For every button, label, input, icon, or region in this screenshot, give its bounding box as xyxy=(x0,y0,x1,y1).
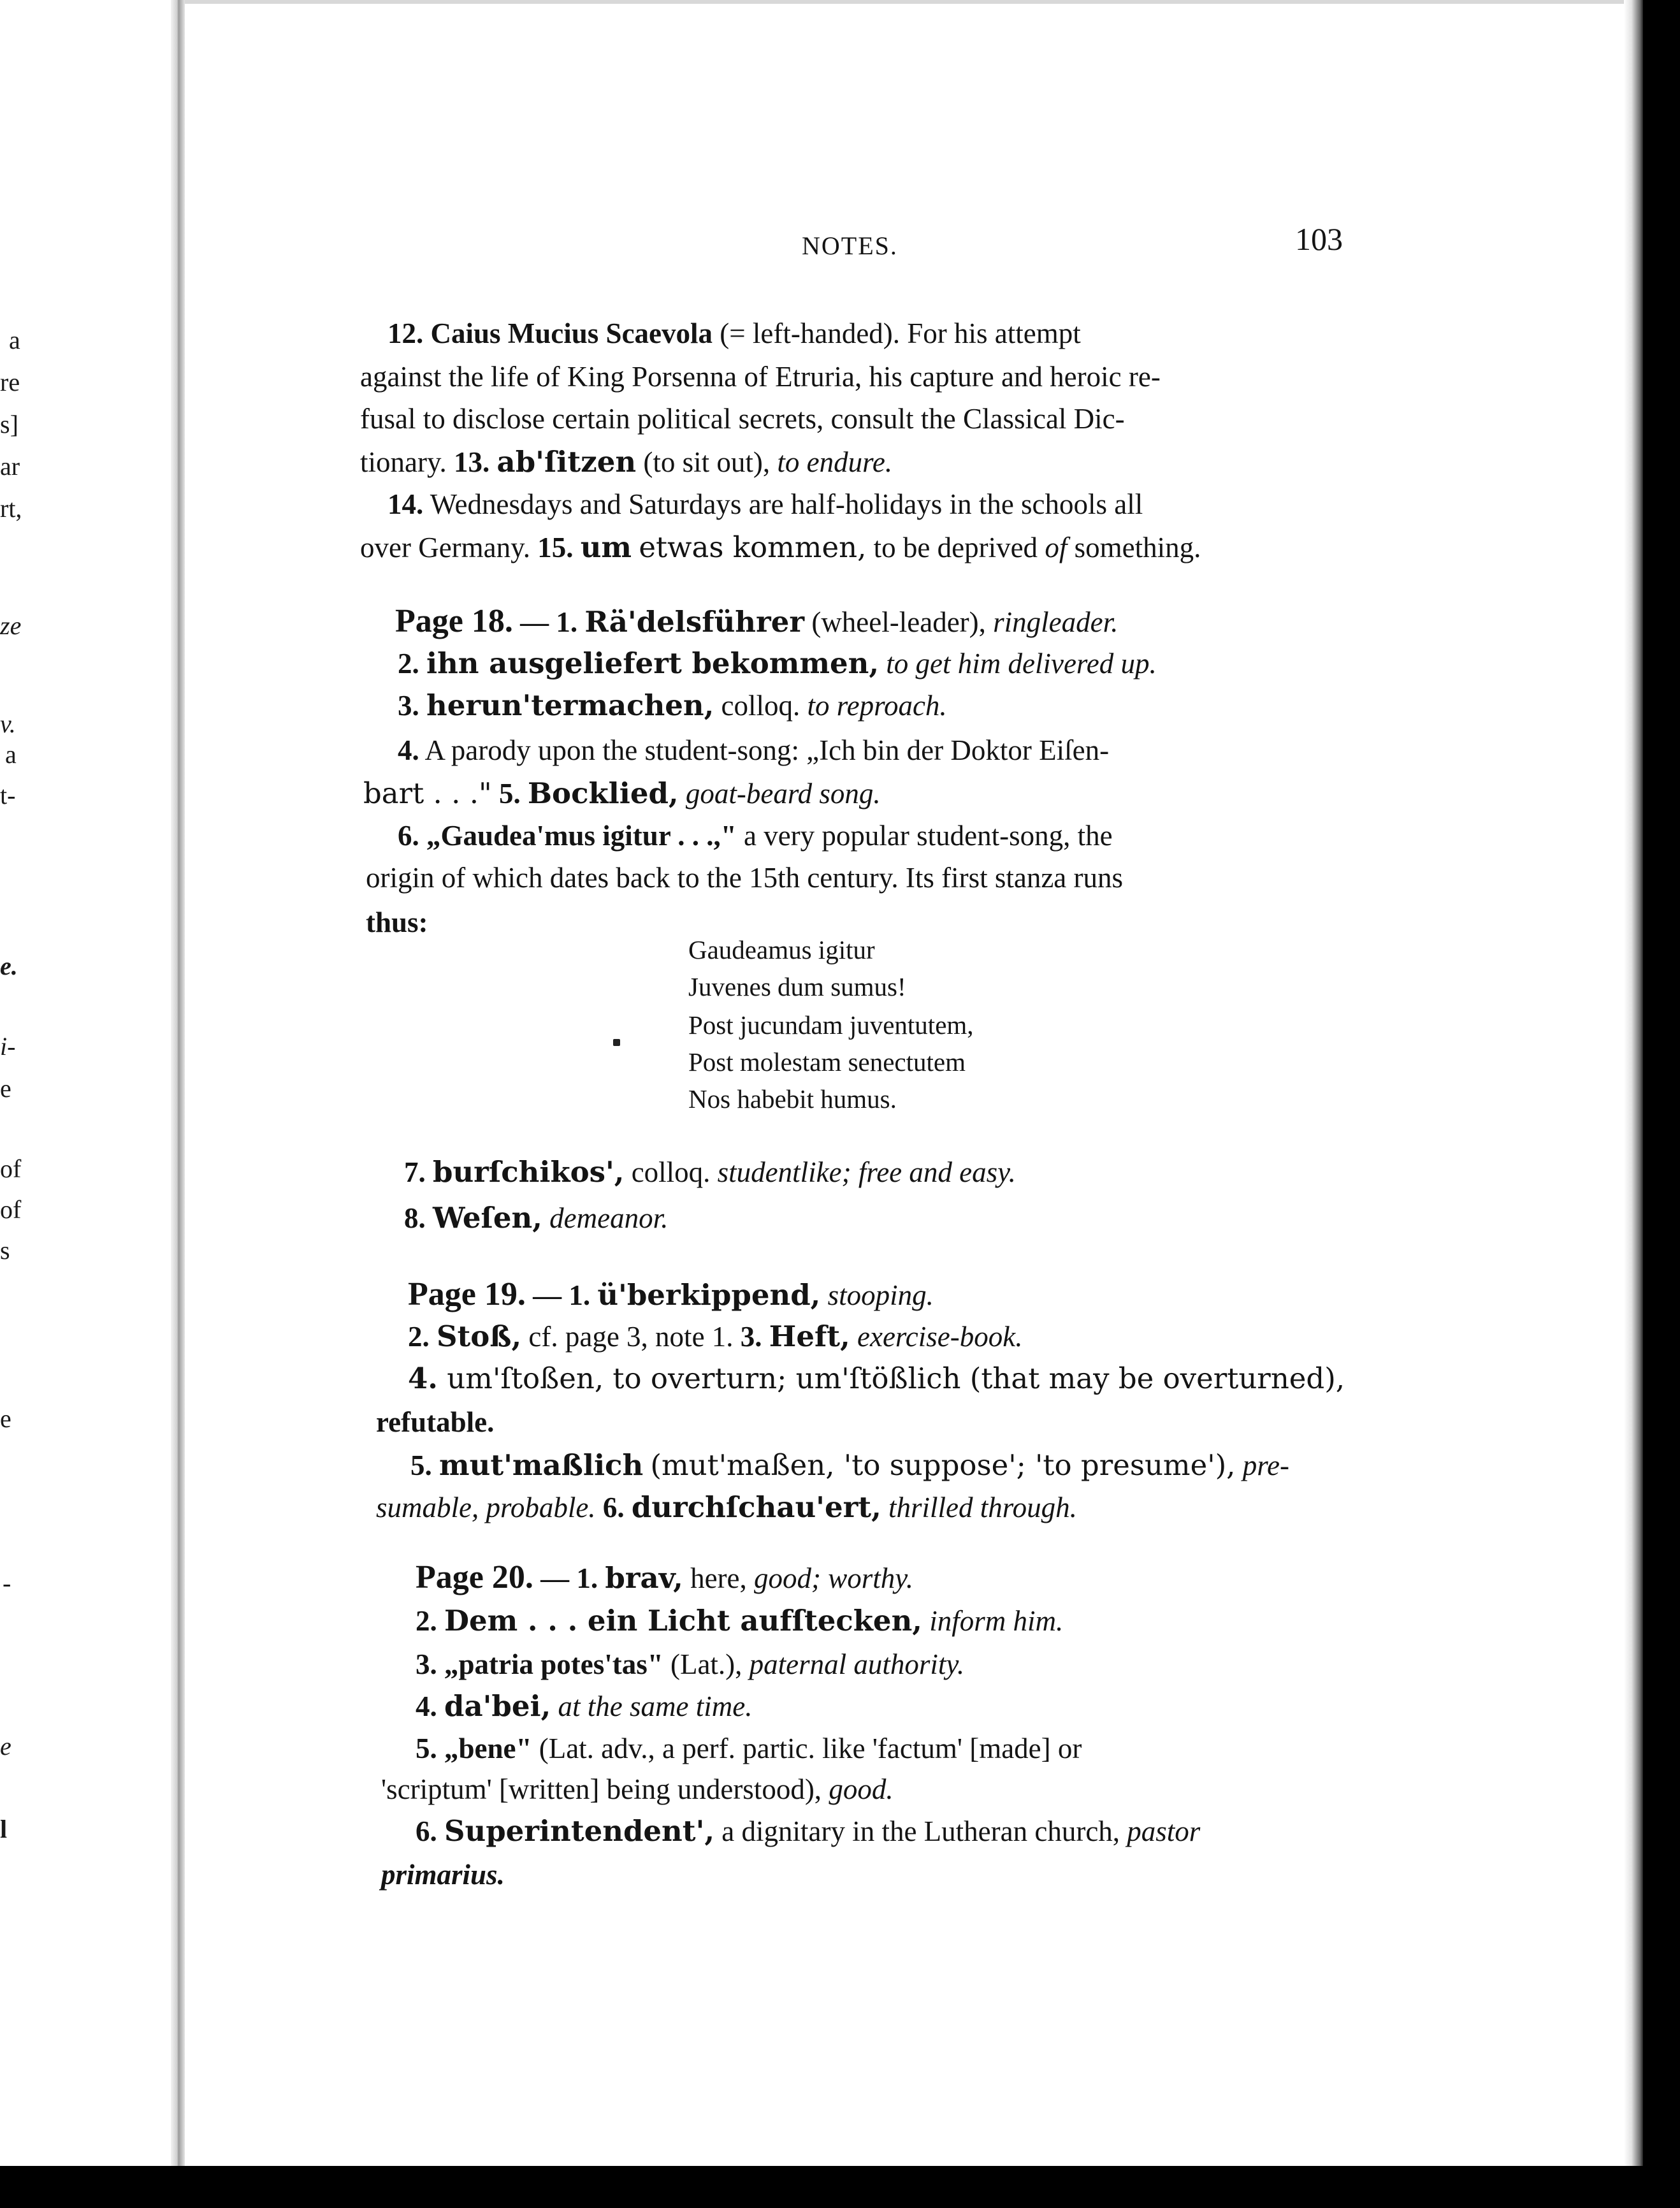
left-fragment: ze xyxy=(0,611,22,640)
text-line: 12. Caius Mucius Scaevola (= left-handed). For his attempt xyxy=(387,317,1081,349)
text-line: tionary. 13. ab'ſitzen (to sit out), to endure. xyxy=(360,445,893,479)
text-line: 4. A parody upon the student-song: „Ich bin der Doktor Eiſen- xyxy=(398,734,1110,766)
text-line: 7. burſchikos', colloq. studentlike; free and easy. xyxy=(404,1155,1016,1189)
text-line: 2. Dem . . . ein Licht aufſtecken, inform him. xyxy=(416,1604,1064,1638)
text-line: 3. herun'termachen, colloq. to reproach. xyxy=(398,688,947,722)
left-fragment: a xyxy=(5,740,17,769)
stray-mark xyxy=(613,1039,620,1046)
left-fragment: e xyxy=(0,1404,11,1433)
left-fragment: l xyxy=(0,1815,8,1843)
poem-line: Post jucundam juventutem, xyxy=(688,1010,974,1040)
text-line: 2. ihn ausgeliefert bekommen, to get him delivered up. xyxy=(398,646,1157,680)
text-line: sumable, probable. 6. durchſchau'ert, thrilled through. xyxy=(376,1490,1077,1524)
left-fragment: ar xyxy=(0,452,20,481)
page-number: 103 xyxy=(1295,221,1343,257)
left-fragment: re xyxy=(0,368,20,396)
text-line: 5. mut'maßlich (mut'maßen, 'to suppose'; 'to presume'), pre- xyxy=(410,1448,1290,1482)
left-fragment: s xyxy=(0,1236,10,1265)
text-line: 14. Wednesdays and Saturdays are half-holidays in the schools all xyxy=(387,488,1143,520)
text-line: refutable. xyxy=(376,1406,495,1438)
page-top-edge xyxy=(185,0,1625,4)
left-fragment: s] xyxy=(0,410,18,439)
poem-line: Gaudeamus igitur xyxy=(688,935,875,964)
text-line: thus: xyxy=(366,906,428,938)
text-line: over Germany. 15. um etwas kommen, to be deprived of something. xyxy=(360,530,1201,564)
text-line: 4. um'ſtoßen, to overturn; um'ſtößlich (that may be overturned), xyxy=(408,1362,1345,1395)
book-gutter xyxy=(171,0,185,2166)
left-fragment: rt, xyxy=(0,494,22,523)
page-heading: Page 18. — 1. Rä'delsführer (wheel-leader), ringleader. xyxy=(395,603,1119,639)
left-fragment: - xyxy=(3,1569,11,1597)
scan-border-right xyxy=(1643,0,1680,2208)
poem-line: Post molestam senectutem xyxy=(688,1047,966,1077)
text-line: fusal to disclose certain political secrets, consult the Classical Dic- xyxy=(360,403,1125,435)
text-line: 8. Weſen, demeanor. xyxy=(404,1201,669,1235)
left-fragment: e. xyxy=(0,952,18,980)
text-line: primarius. xyxy=(381,1859,505,1891)
left-fragment: of xyxy=(0,1195,22,1224)
text-line: 3. „patria potes'tas" (Lat.), paternal authority. xyxy=(416,1648,965,1680)
text-line: 4. da'bei, at the same time. xyxy=(416,1689,753,1723)
page-heading: Page 20. — 1. brav, here, good; worthy. xyxy=(416,1559,914,1595)
scan-border-bottom xyxy=(0,2166,1680,2208)
left-fragment: t- xyxy=(0,781,16,810)
text-line: 6. „Gaudea'mus igitur . . .," a very popular student-song, the xyxy=(398,820,1113,852)
running-title: NOTES. xyxy=(802,231,898,260)
text-line: bart . . ." 5. Bocklied, goat-beard song. xyxy=(363,776,881,810)
left-fragment: e xyxy=(0,1732,11,1761)
page-heading: Page 19. — 1. ü'berkippend, stooping. xyxy=(408,1276,934,1312)
poem-line: Juvenes dum sumus! xyxy=(688,972,906,1001)
page-edge xyxy=(1624,0,1643,2166)
text-line: 5. „bene" (Lat. adv., a perf. partic. like 'factum' [made] or xyxy=(416,1732,1082,1764)
left-fragment: v. xyxy=(0,709,16,738)
text-line: against the life of King Porsenna of Etruria, his capture and heroic re- xyxy=(360,361,1161,393)
text-line: origin of which dates back to the 15th century. Its first stanza runs xyxy=(366,862,1124,894)
left-fragment: e xyxy=(0,1074,11,1103)
text-line: 2. Stoß, cf. page 3, note 1. 3. Heft, exercise-book. xyxy=(408,1319,1023,1353)
poem-line: Nos habebit humus. xyxy=(688,1084,897,1114)
left-fragment: i- xyxy=(0,1032,16,1061)
text-line: 6. Superintendent', a dignitary in the Lutheran church, pastor xyxy=(416,1814,1201,1848)
left-fragment: of xyxy=(0,1154,22,1183)
left-fragment: a xyxy=(9,326,20,354)
text-line: 'scriptum' [written] being understood), good. xyxy=(381,1773,894,1805)
